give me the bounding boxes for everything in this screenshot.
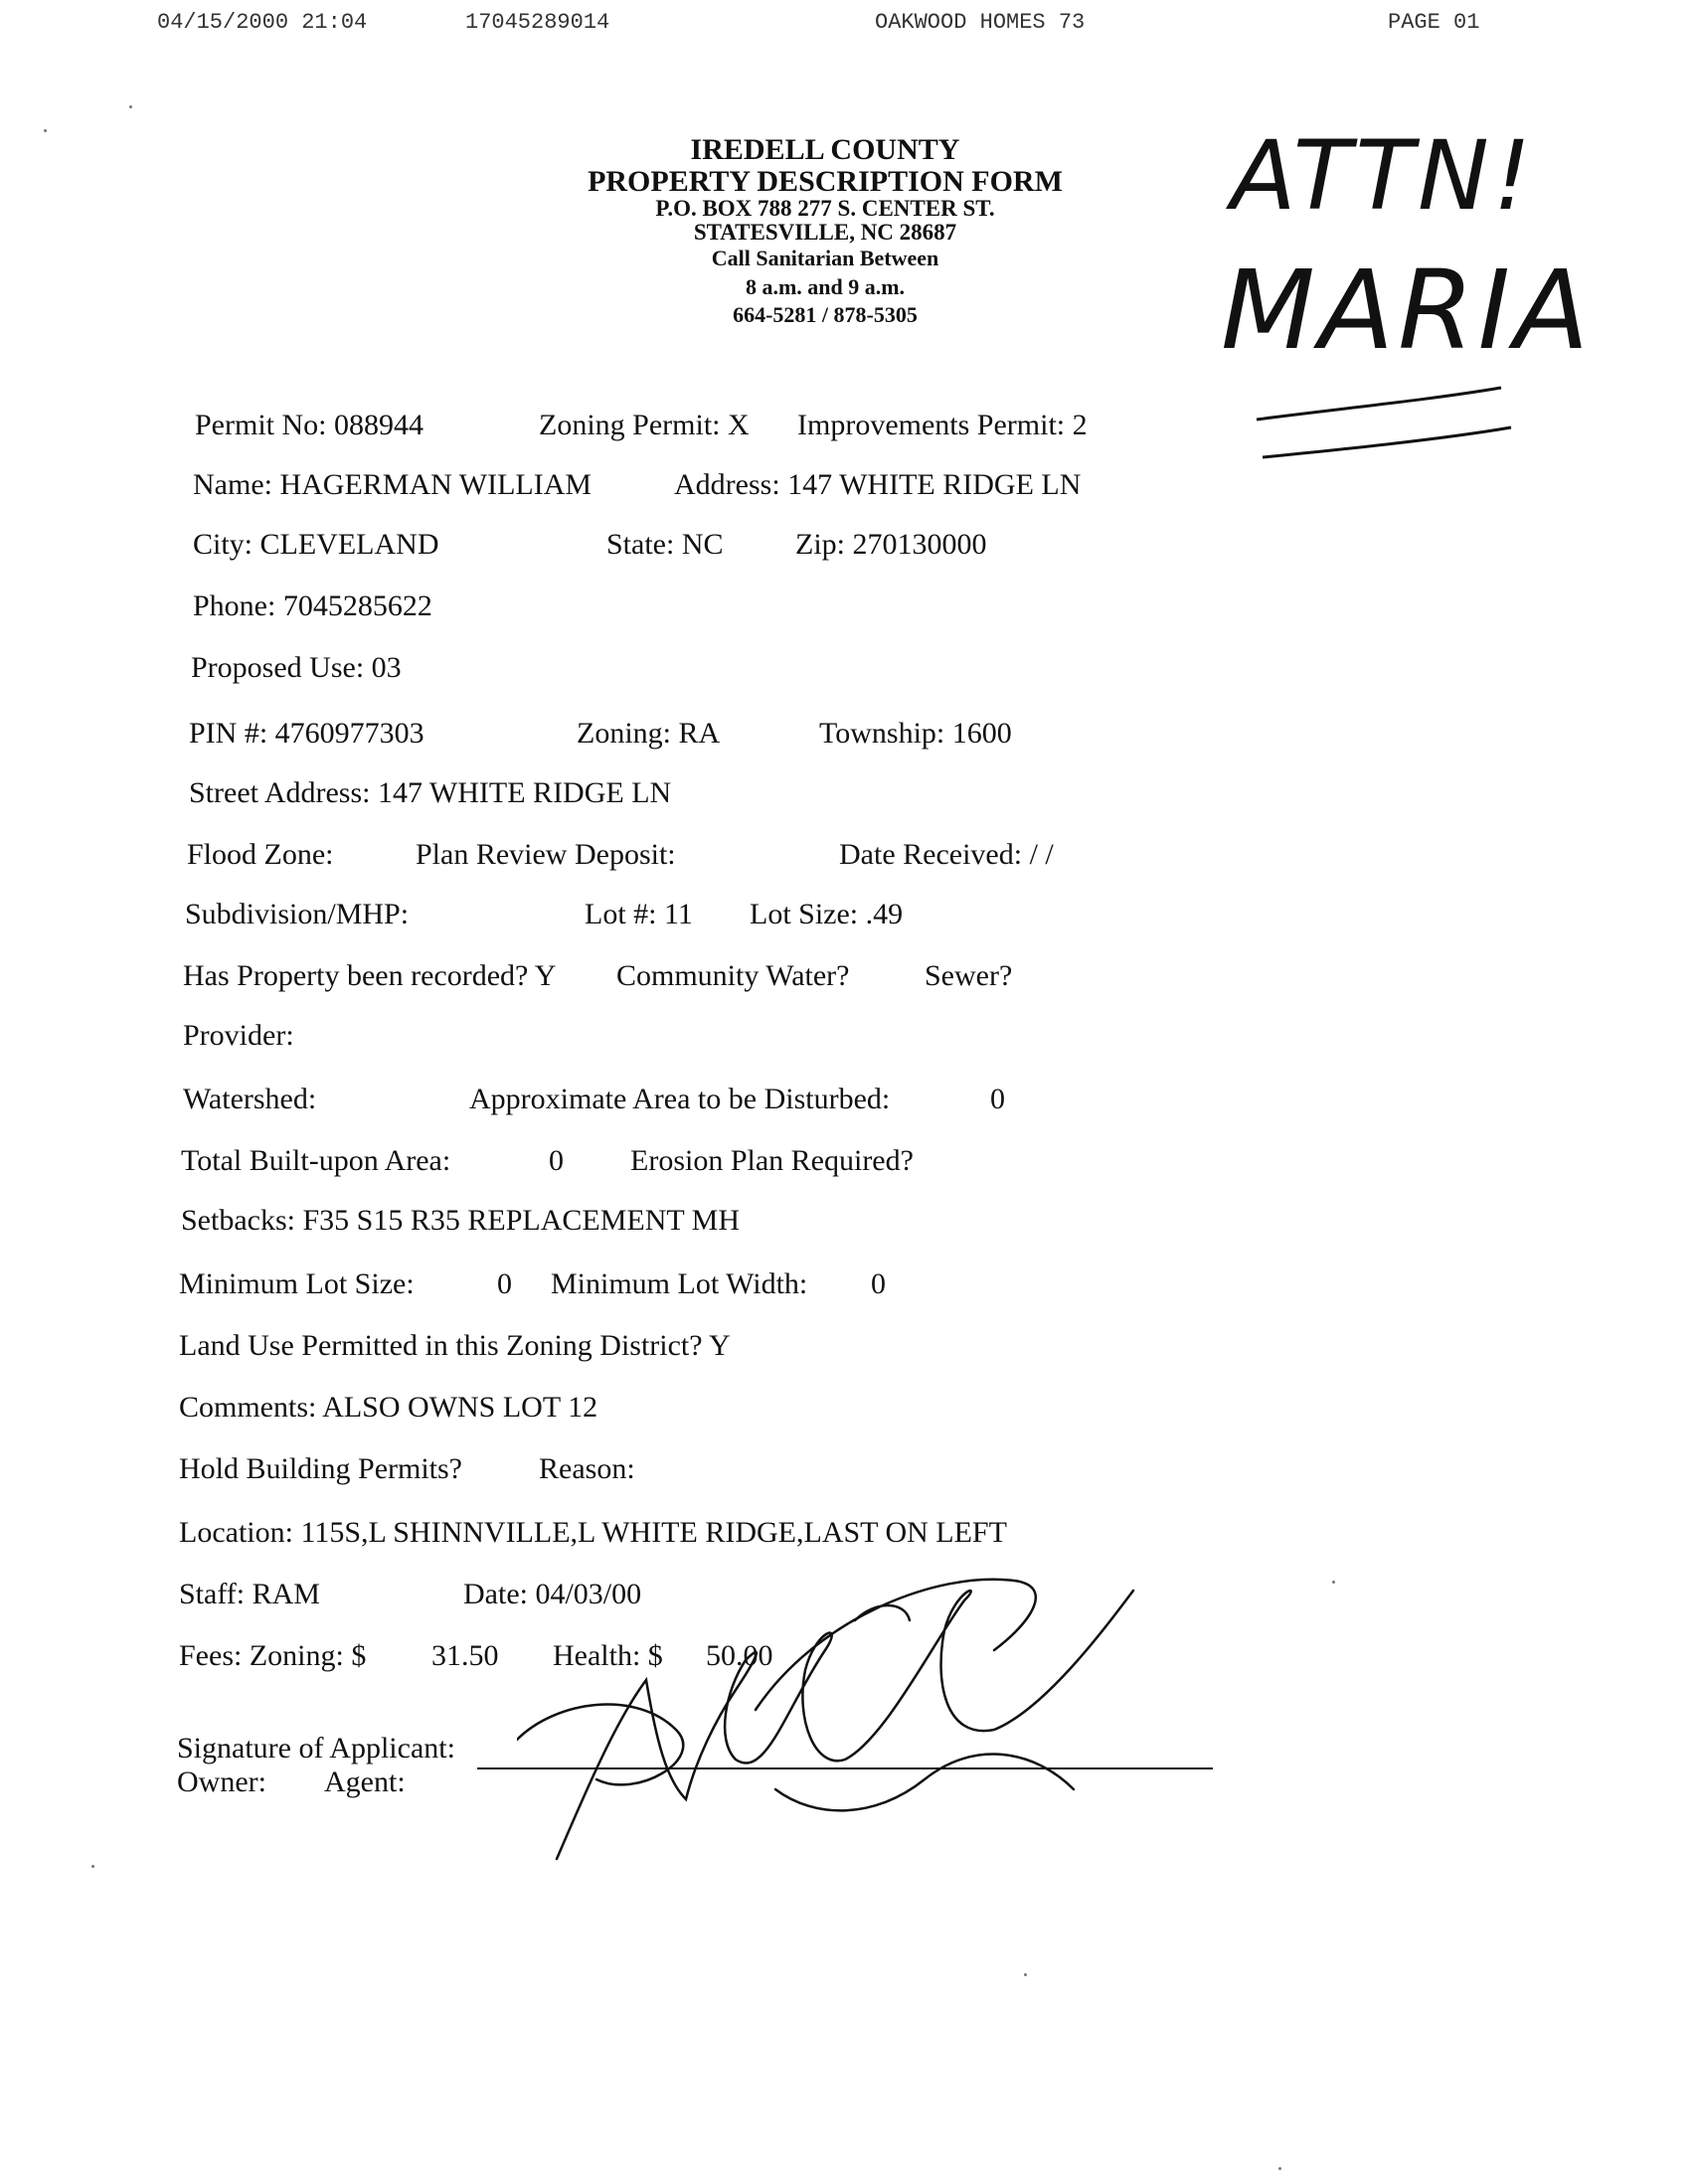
applicant-city: City: CLEVELAND — [193, 528, 439, 561]
fax-page: PAGE 01 — [1388, 10, 1480, 35]
sewer: Sewer? — [925, 959, 1013, 992]
agent-label: Agent: — [324, 1765, 406, 1798]
hold-reason: Reason: — [539, 1452, 635, 1485]
erosion-plan: Erosion Plan Required? — [630, 1144, 914, 1177]
hold-building-permits: Hold Building Permits? — [179, 1452, 462, 1485]
min-lot-width: Minimum Lot Width: — [551, 1267, 808, 1300]
provider: Provider: — [183, 1019, 294, 1052]
min-lot-size-value: 0 — [497, 1267, 512, 1300]
fax-transmission-header — [0, 10, 1694, 40]
staff: Staff: RAM — [179, 1578, 320, 1610]
form-name: PROPERTY DESCRIPTION FORM — [588, 164, 1063, 198]
watershed: Watershed: — [183, 1083, 317, 1115]
min-lot-size: Minimum Lot Size: — [179, 1267, 415, 1300]
permit-row — [195, 406, 1189, 445]
scan-speck — [44, 129, 47, 132]
fax-number: 17045289014 — [465, 10, 610, 35]
subdivision-row — [185, 895, 1179, 934]
applicant-signature — [517, 1561, 1153, 1889]
date-received: Date Received: / / — [839, 838, 1054, 871]
fees-zoning-label: Fees: Zoning: $ — [179, 1639, 367, 1672]
applicant-state: State: NC — [606, 528, 724, 561]
fees-health-value: 50.00 — [706, 1639, 773, 1672]
staff-date: Date: 04/03/00 — [463, 1578, 642, 1610]
lot-number: Lot #: 11 — [585, 898, 693, 930]
owner-label: Owner: — [177, 1765, 266, 1798]
proposed-use: Proposed Use: 03 — [191, 651, 402, 684]
recorded-row — [183, 956, 1177, 996]
setbacks: Setbacks: F35 S15 R35 REPLACEMENT MH — [181, 1204, 740, 1237]
lot-size: Lot Size: .49 — [750, 898, 904, 930]
permit-number: Permit No: 088944 — [195, 409, 424, 441]
postal-address: P.O. BOX 788 277 S. CENTER ST. — [655, 196, 995, 221]
area-disturbed: Approximate Area to be Disturbed: — [469, 1083, 891, 1115]
scan-speck — [1278, 2167, 1281, 2170]
area-disturbed-value: 0 — [990, 1083, 1005, 1115]
zoning-permit: Zoning Permit: X — [539, 409, 750, 441]
flood-zone-row — [187, 835, 1181, 875]
scan-speck — [129, 105, 132, 108]
min-lot-width-value: 0 — [871, 1267, 886, 1300]
sanitarian-note: Call Sanitarian Between — [711, 246, 939, 271]
name-row — [193, 465, 1187, 505]
subdivision: Subdivision/MHP: — [185, 898, 410, 930]
minimum-lot-row — [179, 1264, 1173, 1304]
signature-label: Signature of Applicant: — [177, 1732, 455, 1764]
township: Township: 1600 — [819, 717, 1012, 750]
fax-datetime: 04/15/2000 21:04 — [157, 10, 368, 35]
fax-sender: OAKWOOD HOMES 73 — [875, 10, 1086, 35]
applicant-zip: Zip: 270130000 — [795, 528, 987, 561]
city-row — [193, 525, 1187, 565]
handwritten-note-svg — [1213, 60, 1610, 477]
applicant-phone: Phone: 7045285622 — [193, 589, 432, 622]
built-upon-value: 0 — [549, 1144, 564, 1177]
hold-permits-row — [179, 1449, 974, 1489]
handnote-name: MARIA — [1221, 247, 1594, 374]
county-name: IREDELL COUNTY — [690, 133, 960, 166]
applicant-address: Address: 147 WHITE RIDGE LN — [674, 468, 1082, 501]
city-state-zip: STATESVILLE, NC 28687 — [693, 220, 957, 246]
fees-zoning-value: 31.50 — [431, 1639, 499, 1672]
zoning-district: Zoning: RA — [577, 717, 721, 750]
street-address: Street Address: 147 WHITE RIDGE LN — [189, 776, 672, 809]
applicant-name: Name: HAGERMAN WILLIAM — [193, 468, 593, 501]
pin-number: PIN #: 4760977303 — [189, 717, 424, 750]
form-title-block — [557, 134, 1094, 330]
scan-speck — [1332, 1581, 1335, 1584]
community-water: Community Water? — [616, 959, 850, 992]
plan-review-deposit: Plan Review Deposit: — [416, 838, 676, 871]
location: Location: 115S,L SHINNVILLE,L WHITE RIDGE,LAST ON LEFT — [179, 1516, 1007, 1549]
fees-health-label: Health: $ — [553, 1639, 663, 1672]
built-upon-row — [181, 1141, 1175, 1181]
underline-stroke-1 — [1257, 388, 1501, 420]
flood-zone: Flood Zone: — [187, 838, 334, 871]
watershed-row — [183, 1080, 1177, 1119]
pin-row — [189, 714, 1183, 754]
sanitarian-hours: 8 a.m. and 9 a.m. — [745, 273, 906, 299]
comments: Comments: ALSO OWNS LOT 12 — [179, 1391, 598, 1424]
built-upon-area: Total Built-upon Area: — [181, 1144, 451, 1177]
improvements-permit: Improvements Permit: 2 — [797, 409, 1088, 441]
scan-speck — [91, 1865, 94, 1868]
property-recorded: Has Property been recorded? Y — [183, 959, 557, 992]
handwritten-attention-note — [1213, 60, 1610, 477]
land-use-permitted: Land Use Permitted in this Zoning District? Y — [179, 1329, 731, 1362]
owner-agent-row — [177, 1765, 575, 1799]
handnote-attn: ATTN! — [1231, 120, 1536, 232]
sanitarian-phones: 664-5281 / 878-5305 — [733, 302, 918, 328]
scan-speck — [1024, 1973, 1027, 1976]
underline-stroke-2 — [1263, 427, 1511, 457]
